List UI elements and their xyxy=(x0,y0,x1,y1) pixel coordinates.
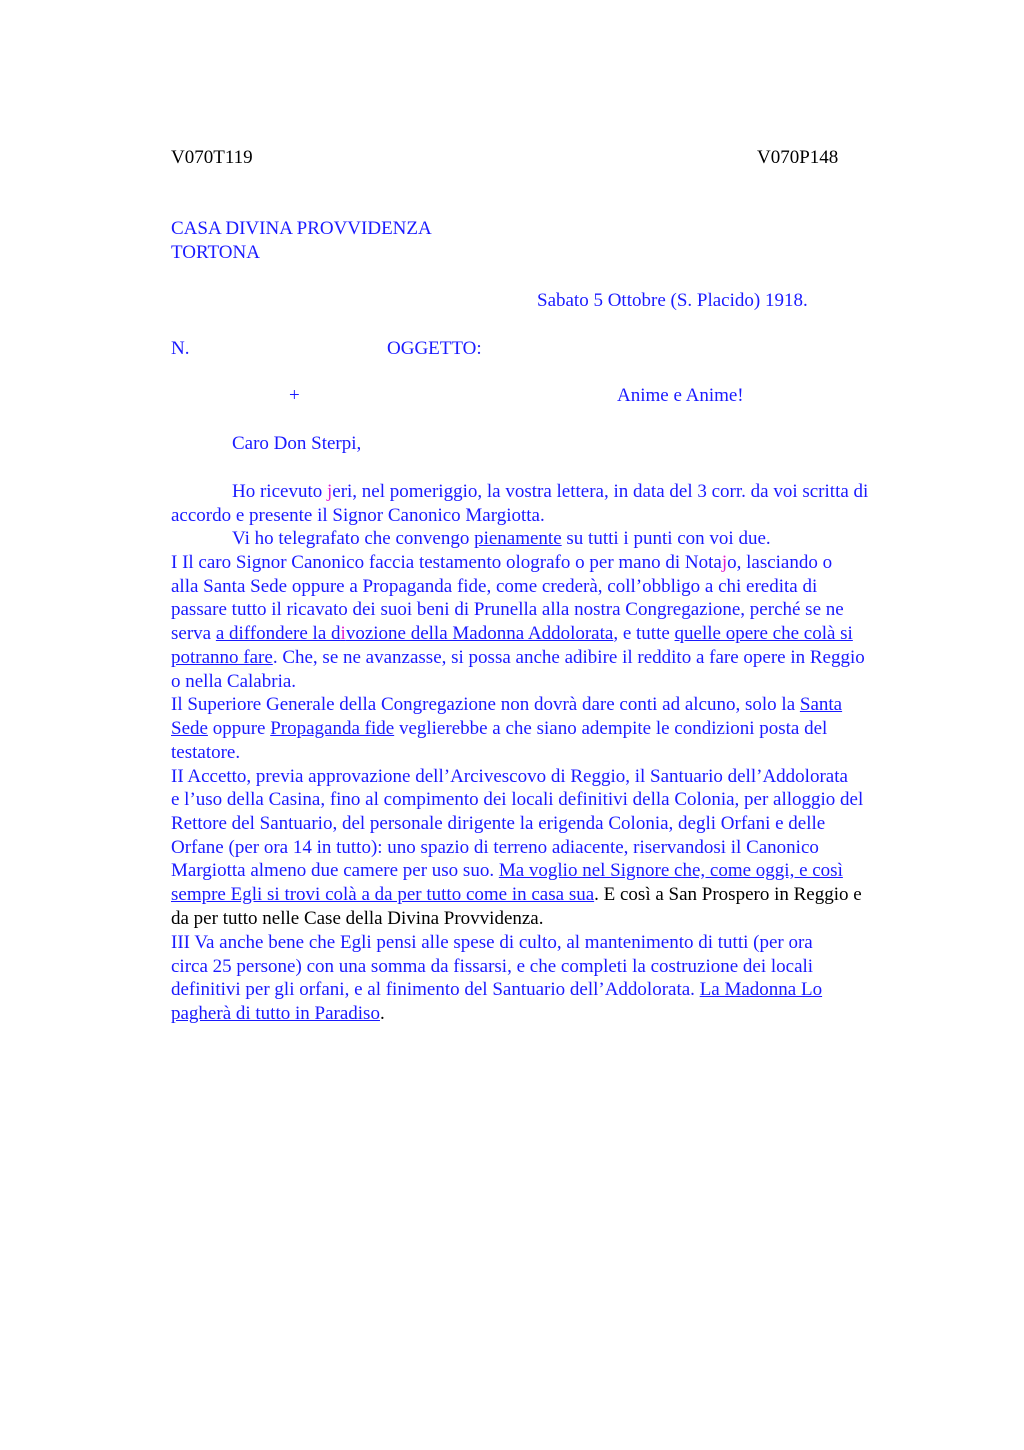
section-2-line-6: sempre Egli si trovi colà a da per tutto come in casa sua. E così a San Prospero in Reggio e xyxy=(171,884,862,905)
section-2-line-3: Rettore del Santuario, del personale dirigente la erigenda Colonia, degli Orfani e delle xyxy=(171,813,826,834)
section-1-line-4: serva a diffondere la divozione della Madonna Addolorata, e tutte quelle opere che colà si xyxy=(171,623,853,644)
motto: Anime e Anime! xyxy=(617,385,744,406)
letter-date: Sabato 5 Ottobre (S. Placido) 1918. xyxy=(537,290,808,311)
paragraph-2: Vi ho telegrafato che convengo pienamente su tutti i punti con voi due. xyxy=(232,528,771,549)
section-3-line-4: pagherà di tutto in Paradiso. xyxy=(171,1003,385,1024)
section-3-line-1: III Va anche bene che Egli pensi alle spese di culto, al mantenimento di tutti (per ora xyxy=(171,932,813,953)
section-1-line-7: Il Superiore Generale della Congregazione non dovrà dare conti ad alcuno, solo la Santa xyxy=(171,694,843,715)
section-2-line-1: II Accetto, previa approvazione dell’Arcivescovo di Reggio, il Santuario dell’Addolorata xyxy=(171,766,848,787)
section-1-line-2: alla Santa Sede oppure a Propaganda fide, come crederà, coll’obbligo a chi eredita di xyxy=(171,576,818,597)
letterhead-city: TORTONA xyxy=(171,242,260,263)
section-3-line-3: definitivi per gli orfani, e al finimento del Santuario dell’Addolorata. La Madonna Lo xyxy=(171,979,823,1000)
letterhead-institution: CASA DIVINA PROVVIDENZA xyxy=(171,218,432,239)
section-2-line-7: da per tutto nelle Case della Divina Provvidenza. xyxy=(171,908,544,929)
paragraph-1-line-2: accordo e presente il Signor Canonico Margiotta. xyxy=(171,505,545,526)
cross-symbol: + xyxy=(289,385,300,406)
section-2-line-4: Orfane (per ora 14 in tutto): uno spazio di terreno adiacente, riservandosi il Canonico xyxy=(171,837,819,858)
document-code-right: V070P148 xyxy=(757,147,839,168)
section-1-line-6: o nella Calabria. xyxy=(171,671,297,692)
section-1-line-3: passare tutto il ricavato dei suoi beni di Prunella alla nostra Congregazione, perché se ne xyxy=(171,599,844,620)
section-1-line-8: Sede oppure Propaganda fide veglierebbe a che siano adempite le condizioni posta del xyxy=(171,718,828,739)
section-1-line-9: testatore. xyxy=(171,742,241,763)
section-1-line-1: I Il caro Signor Canonico faccia testamento olografo o per mano di Notajo, lasciando o xyxy=(171,552,833,573)
section-3-line-2: circa 25 persone) con una somma da fissarsi, e che completi la costruzione dei locali xyxy=(171,956,814,977)
section-1-line-5: potranno fare. Che, se ne avanzasse, si possa anche adibire il reddito a fare opere in Reggio xyxy=(171,647,865,668)
salutation: Caro Don Sterpi, xyxy=(232,433,362,454)
underlined-phrase: a diffondere la divozione della Madonna Addolorata xyxy=(215,623,614,644)
paragraph-1-line-1: Ho ricevuto jeri, nel pomeriggio, la vostra lettera, in data del 3 corr. da voi scritta di xyxy=(232,481,869,502)
number-label: N. xyxy=(171,338,190,359)
document-code-left: V070T119 xyxy=(171,147,253,168)
section-2-line-2: e l’uso della Casina, fino al compimento dei locali definitivi della Colonia, per alloggio del xyxy=(171,789,864,810)
subject-label: OGGETTO: xyxy=(387,338,482,359)
section-2-line-5: Margiotta almeno due camere per uso suo. Ma voglio nel Signore che, come oggi, e così xyxy=(171,860,843,881)
